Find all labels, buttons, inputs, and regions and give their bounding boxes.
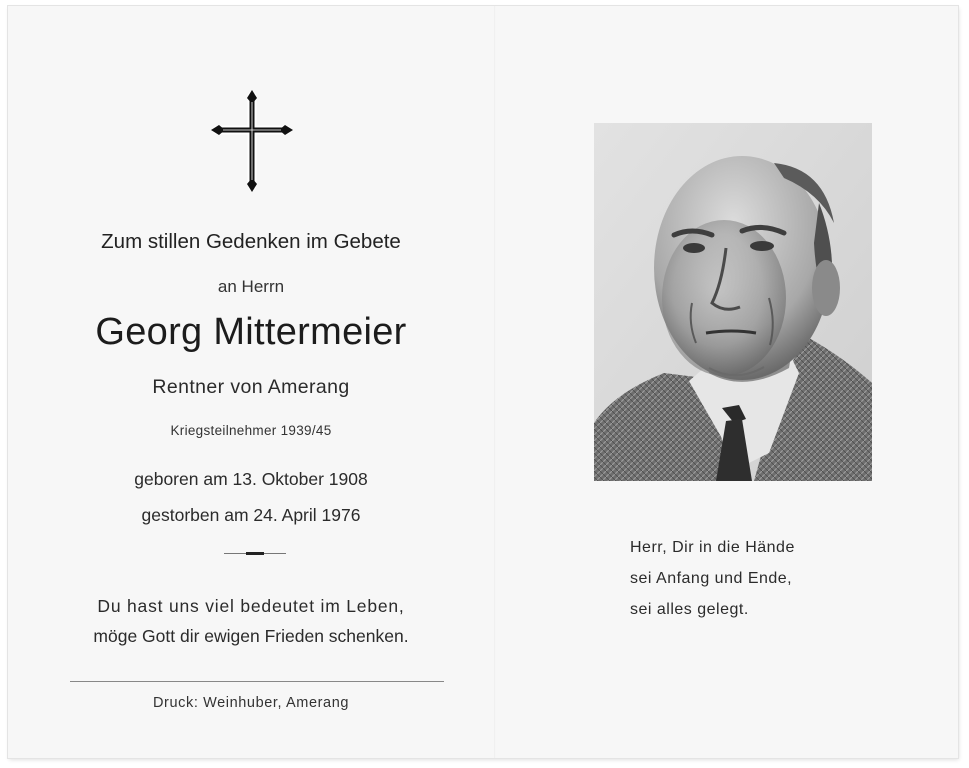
death-date: gestorben am 24. April 1976 (141, 505, 361, 525)
salutation: an Herrn (217, 277, 285, 296)
war-note: Kriegsteilnehmer 1939/45 (170, 423, 332, 438)
verse-line: möge Gott dir ewigen Frieden schenken. (93, 626, 409, 646)
occupation: Rentner von Amerang (152, 376, 350, 398)
cross-icon (211, 88, 293, 194)
ornament-divider (224, 552, 286, 555)
printer-credit: Druck: Weinhuber, Amerang (152, 695, 350, 711)
card-fold (494, 6, 496, 758)
prayer-line: sei Anfang und Ende, (630, 570, 793, 587)
deceased-name: Georg Mittermeier (95, 311, 407, 353)
portrait-photo (594, 123, 872, 481)
portrait-image (594, 123, 872, 481)
verse-line: Du hast uns viel bedeutet im Leben, (97, 596, 405, 616)
prayer-line: sei alles gelegt. (630, 601, 749, 618)
prayer-text (630, 532, 795, 625)
card-left-panel (8, 6, 494, 758)
prayer-line: Herr, Dir in die Hände (630, 539, 795, 556)
memorial-heading: Zum stillen Gedenken im Gebete (101, 230, 401, 253)
footer-rule (70, 681, 444, 682)
birth-date: geboren am 13. Oktober 1908 (134, 469, 368, 489)
